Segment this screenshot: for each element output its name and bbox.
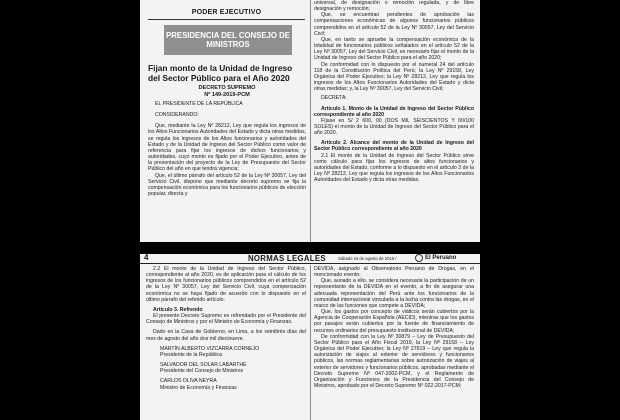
column-divider [310,265,311,420]
right-column [314,266,474,389]
newspaper-name [415,254,456,262]
signatory-role: Presidente de la República [160,351,223,358]
decreta-label: DECRETA: [321,95,347,102]
paragraph: De conformidad con la Ley Nº 30879 – Ley de Presupuesto del Sector Público para el Año Fiscal 2019, la Ley Nº 29158 – Ley Orgánica del Poder Ejecutivo; la Ley Nº 27619 – Ley que regula la autorización de viajes al exterior de servidores y funcionarios públicos, las normas reglamentarias sobre autorización de viajes al exterior de servidores y funcionarios públicos, aprobadas mediante el Decreto Supremo Nº 047-2002-PCM, y el Reglamento de Organización y Funciones de la Presidencia del Consejo de Ministros, aprobado por el Decreto Supremo Nº 022-2017-PCM; [314,333,474,389]
paragraph: De conformidad con lo dispuesto por el numeral 24 del artículo 118 de la Constitución Política del Perú; la Ley Nº 29158, Ley Orgánica del Poder Ejecutivo; la Ley Nº 28212, Ley que regula los ingresos de los Altos Funcionarios Autoridades del Estado y dicta otras medidas; y, la Ley Nº 30057, Ley del Servicio Civil; [314,61,474,93]
document-page-bottom [140,254,480,420]
signatory-name: MARTÍN ALBERTO VIZCARRA CORNEJO [160,345,260,352]
ministry-title: PRESIDENCIA DEL CONSEJO DE MINISTROS [166,30,290,49]
article-3-heading: Artículo 3. Refrendo [153,306,203,313]
given-statement: Dado en la Casa de Gobierno, en Lima, a los veintitrés días del mes de agosto del año dos mil diecinueve. [146,329,306,342]
left-column [148,101,306,197]
decree-title: Fijan monto de la Unidad de Ingreso del Sector Público para el Año 2020 [148,63,293,83]
president-line: EL PRESIDENTE DE LA REPÚBLICA [155,101,243,107]
document-page-top [140,0,480,242]
article-2-heading: Artículo 2. Alcance del monto de la Unidad de Ingreso del Sector Público correspondiente al año 2020 [314,140,474,153]
paragraph: Que, aunado a ello, se considera necesaria la participación de un representante de la DEVIDA en el evento, a fin de asegurar una adecuada representación del Perú ante los funcionarios de la comunidad internacional vinculada a la lucha contra las drogas, en el marco de las funciones que compete a DEVIDA; [314,278,474,309]
signatory-role: Presidente del Consejo de Ministros [160,368,244,375]
newspaper-section-title: NORMAS LEGALES [248,254,326,263]
right-column [314,0,474,183]
section-heading: PODER EJECUTIVO [191,9,262,16]
paragraph: Que, se encuentran pendientes de aprobación las compensaciones económicas de algunos funcionarios públicos comprendidos en el artículo 52 de la Ley Nº 30057, Ley del Servicio Civil; [314,12,474,37]
signature-block [146,346,306,391]
decree-number-block [148,85,306,98]
article-3-text: El presente Decreto Supremo es refrendado por el Presidente del Consejo de Ministros y por el Ministro de Economía y Finanzas. [146,313,306,326]
paragraph: Que, los gastos por concepto de viáticos serán cubiertos por la Agencia de Cooperación Española (AECID), mientras que los gastos por pasajes serán cubiertos por la fuente de financiamiento de recursos ordinarios del presupuesto institucional de DEVIDA; [314,309,474,334]
paragraph: Que, el último párrafo del artículo 52 de la Ley Nº 30057, Ley del Servicio Civil, dispone que mediante decreto supremo se fija la compensación económica para los funcionarios públicos de elección popular, directa y [148,172,306,198]
ministry-banner [164,25,292,55]
header-rule [140,263,480,264]
section-rule [148,19,305,20]
decree-number: Nº 149-2019-PCM [204,91,250,98]
paragraph: Que, mediante la Ley Nº 28212, Ley que regula los ingresos de los Altos Funcionarios Autoridades del Estado y dicta otras medidas, se regula los ingresos de los Altos funcionarios y autoridades del Estado y de la Unidad de Ingreso del Sector Público como valor de referencia para fijar los ingresos de dichos funcionarios y autoridades, cuyo monto es fijado por el Poder Ejecutivo, antes de la presentación del proyecto de la Ley de Presupuesto del Sector Público del año en que tendrá vigencia; [148,123,306,173]
left-column [146,266,306,391]
considerando-label: CONSIDERANDO: [155,112,199,119]
column-divider [310,0,311,242]
decree-label: DECRETO SUPREMO [198,85,256,91]
newspaper-name-text: El Peruano [425,255,457,261]
signatory-name: SALVADOR DEL SOLAR LABARTHE [160,362,247,369]
paragraph: Que, en tanto se apruebe la compensación económica de la totalidad de funcionarios públicos señalados en el artículo 52 de la Ley Nº 30057, Ley del Servicio Civil, es necesario fijar el monto de la Unidad de Ingreso del Sector Público para el año 2020; [314,36,474,62]
article-1-text: Fíjase en S/ 2 600, 00 (DOS MIL SEISCIENTOS Y 00/100 SOLES) el monto de la Unidad de Ingreso del Sector Público para el año 2020. [314,117,474,137]
paragraph: universal, de designación o remoción regulada, y de libre designación y remoción; [314,0,474,13]
paragraph: 2.2 El monto de la Unidad de Ingreso del Sector Público, correspondiente al año 2020, es de aplicación para el cálculo de los ingresos de los funcionarios públicos comprendidos en el artículo 52 de la Ley Nº 30057, Ley del Servicio Civil, cuya compensación económica no se haya fijado de acuerdo con lo dispuesto en el último párrafo del referido artículo. [146,266,306,303]
article-2-text: 2.1 El monto de la Unidad de Ingreso del Sector Público sirve como cálculo para fijar los ingresos de altos funcionarios y autoridades del Estado, conforme a lo dispuesto en el artículo 3 de la Ley Nº 28212, Ley que regula los ingresos de los Altos Funcionarios Autoridades del Estado y dicta otras medidas. [314,152,474,184]
newspaper-logo-icon [415,254,423,262]
signatory-name: CARLOS OLIVA NEYRA [160,378,217,385]
signatory-role: Ministro de Economía y Finanzas [160,384,237,391]
article-1-heading: Artículo 1. Monto de la Unidad de Ingreso del Sector Público correspondiente al año 2020 [314,105,474,118]
page-number: 4 [144,254,149,262]
paragraph: DEVIDA, asignado al Observatorio Peruano de Drogas, en el mencionado evento; [314,266,474,279]
header-date: Sábado 24 de agosto de 2019 / [338,256,397,261]
